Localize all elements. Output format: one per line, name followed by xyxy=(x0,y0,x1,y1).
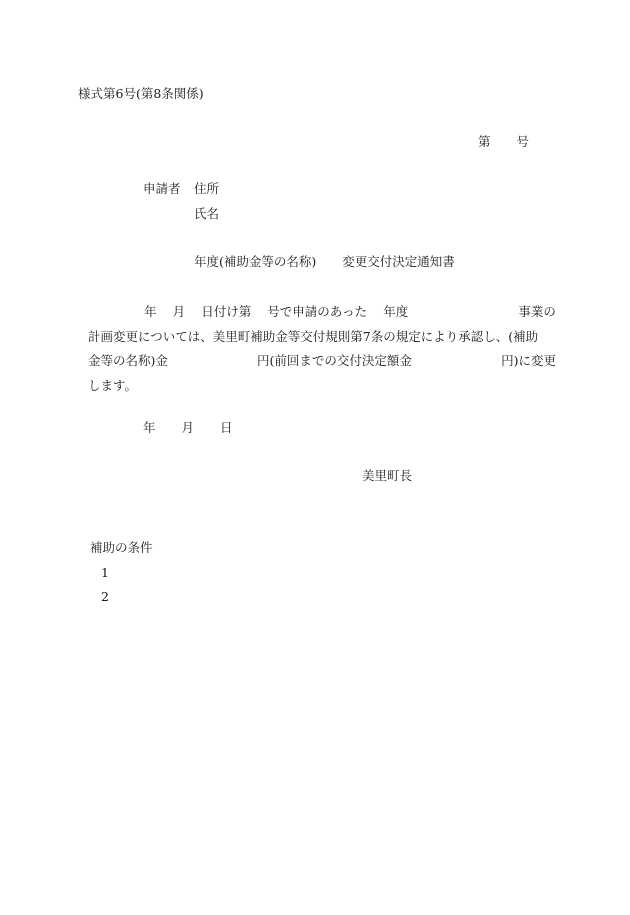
title-fiscal-year-grant-name: 年度(補助金等の名称) xyxy=(194,254,317,269)
body-line-2 xyxy=(88,325,556,350)
name-label: 氏名 xyxy=(194,206,220,221)
date-day: 日 xyxy=(220,420,233,435)
document-title xyxy=(194,256,455,269)
body-applied: 号で申請のあった xyxy=(267,304,368,319)
body-fiscal-year: 年度 xyxy=(383,304,409,319)
applicant-label: 申請者 xyxy=(143,181,181,196)
body-closing: します。 xyxy=(88,377,138,393)
date-line xyxy=(143,422,233,435)
document-number-suffix: 号 xyxy=(516,134,530,149)
body-paragraph xyxy=(88,300,556,398)
condition-item: 1 xyxy=(101,565,109,580)
condition-item: 2 xyxy=(101,589,109,604)
address-label: 住所 xyxy=(194,181,220,196)
body-grant-amount-label: 金等の名称)金 xyxy=(88,353,168,368)
form-number-label: 様式第6号(第8条関係) xyxy=(78,86,204,101)
body-project: 事業の xyxy=(518,304,556,319)
body-year: 年 xyxy=(144,304,157,319)
date-year: 年 xyxy=(143,420,156,435)
body-month: 月 xyxy=(172,304,186,319)
issuer-name: 美里町長 xyxy=(362,468,413,483)
body-day-number: 日付け第 xyxy=(201,304,252,319)
body-line-1 xyxy=(88,300,556,325)
conditions-title: 補助の条件 xyxy=(90,540,153,555)
document-number xyxy=(478,136,529,149)
body-line-4 xyxy=(88,374,556,399)
body-line-3 xyxy=(88,349,556,374)
body-change-label: 円)に変更 xyxy=(501,353,556,368)
body-line-2-text: 計画変更については、美里町補助金等交付規則第7条の規定により承認し、(補助 xyxy=(88,328,539,344)
document-number-prefix: 第 xyxy=(478,134,491,149)
title-notice-name: 変更交付決定通知書 xyxy=(342,254,455,269)
body-previous-amount-label: 円(前回までの交付決定額金 xyxy=(257,353,412,368)
date-month: 月 xyxy=(181,420,195,435)
